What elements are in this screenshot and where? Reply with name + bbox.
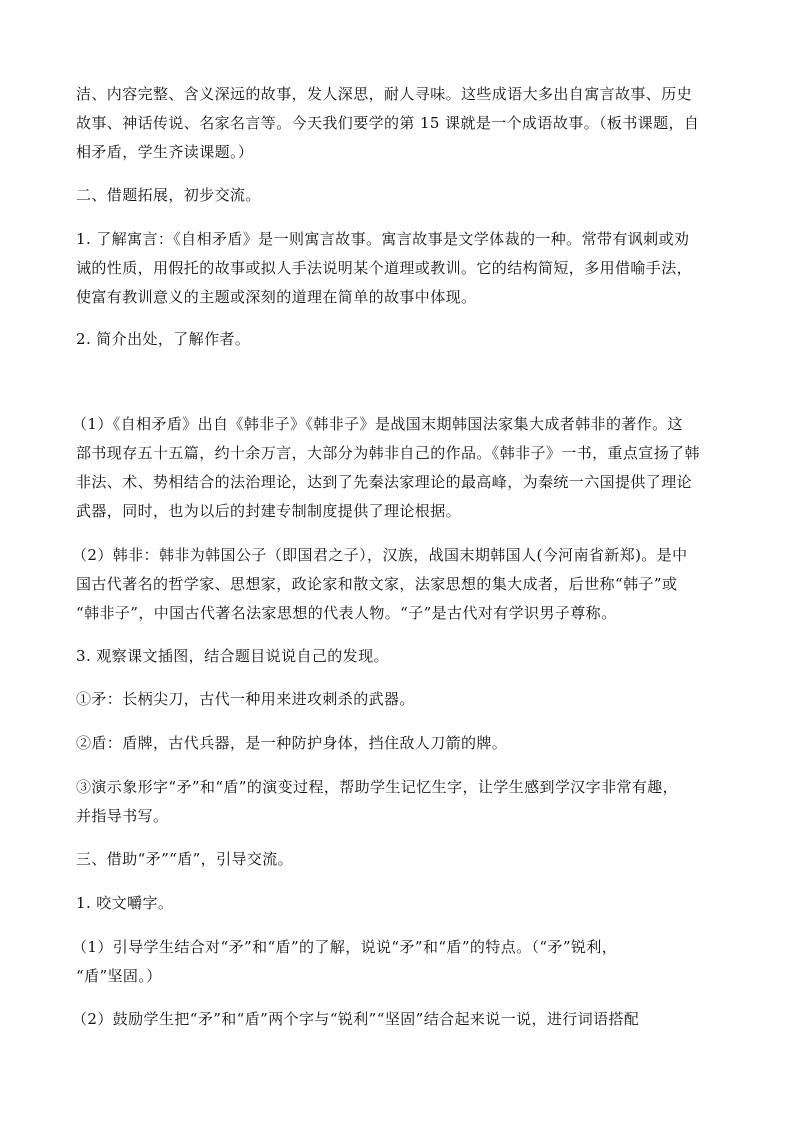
text-line: 2. 简介出处，了解作者。 (76, 330, 251, 348)
paragraph-spear (76, 685, 721, 714)
text-line: ③演示象形字“矛”和“盾”的演变过程，帮助学生记忆生字，让学生感到学汉字非常有趣， (76, 778, 679, 796)
text-line: 二、借题拓展，初步交流。 (76, 186, 261, 204)
text-line: 故事、神话传说、名家名言等。今天我们要学的第 15 课就是一个成语故事。（板书课题，自 (76, 114, 700, 132)
text-line: 相矛盾，学生齐读课题。） (76, 143, 254, 161)
text-line: 3. 观察课文插图，结合题目说说自己的发现。 (76, 647, 389, 665)
paragraph-source-heading (76, 325, 721, 354)
paragraph-shield (76, 729, 721, 758)
paragraph-words-heading (76, 889, 721, 918)
text-line: （1）引导学生结合对“矛”和“盾”的了解，说说“矛”和“盾”的特点。（“矛”锐利， (72, 938, 618, 956)
section-heading-3 (76, 845, 721, 874)
text-line: 国古代著名的哲学家、思想家，政论家和散文家，法家思想的集大成者，后世称“韩子”或 (76, 575, 678, 593)
text-line: （2）鼓励学生把“矛”和“盾”两个字与“锐利”“坚固”结合起来说一说，进行词语搭配 (72, 1010, 640, 1028)
paragraph-illustration (76, 642, 721, 671)
paragraph-characters (76, 773, 721, 831)
text-line: （2）韩非：韩非为韩国公子（即国君之子），汉族，战国末期韩国人(今河南省新郑)。是中 (72, 546, 688, 564)
text-line: 部书现存五十五篇，约十余万言，大部分为韩非自己的作品。《韩非子》一书，重点宣扬了韩 (76, 444, 700, 462)
text-line: “盾”坚固。） (76, 967, 162, 985)
paragraph-intro-continued (76, 80, 721, 167)
paragraph-hanfei-author (72, 541, 721, 628)
text-line: “韩非子”，中国古代著名法家思想的代表人物。“子”是古代对有学识男子尊称。 (76, 604, 617, 622)
text-line: 三、借助“矛”“盾”，引导交流。 (76, 850, 294, 868)
paragraph-matching (72, 1005, 721, 1034)
text-line: （1）《自相矛盾》出自《韩非子》《韩非子》是战国末期韩国法家集大成者韩非的著作。这 (72, 415, 683, 433)
text-line: 1. 了解寓言：《自相矛盾》是一则寓言故事。寓言故事是文学体裁的一种。常带有讽刺或劝 (76, 230, 690, 248)
paragraph-hanfeizi-book (72, 410, 721, 526)
text-line: ①矛：长柄尖刀，古代一种用来进攻刺杀的武器。 (76, 690, 415, 708)
text-line: 武器，同时，也为以后的封建专制制度提供了理论根据。 (76, 502, 462, 520)
text-line: ②盾：盾牌，古代兵器，是一种防护身体，挡住敌人刀箭的牌。 (76, 734, 508, 752)
section-heading-2 (76, 181, 721, 210)
text-line: 并指导书写。 (76, 807, 169, 825)
text-line: 洁、内容完整、含义深远的故事，发人深思，耐人寻味。这些成语大多出自寓言故事、历史 (76, 85, 693, 103)
text-line: 诫的性质，用假托的故事或拟人手法说明某个道理或教训。它的结构简短，多用借喻手法， (76, 259, 693, 277)
text-line: 非法、术、势相结合的法治理论，达到了先秦法家理论的最高峰，为秦统一六国提供了理论 (76, 473, 693, 491)
paragraph-fable (76, 225, 721, 312)
text-line: 1. 咬文嚼字。 (76, 894, 174, 912)
text-line: 使富有教训意义的主题或深刻的道理在简单的故事中体现。 (76, 288, 477, 306)
paragraph-features (72, 933, 721, 991)
